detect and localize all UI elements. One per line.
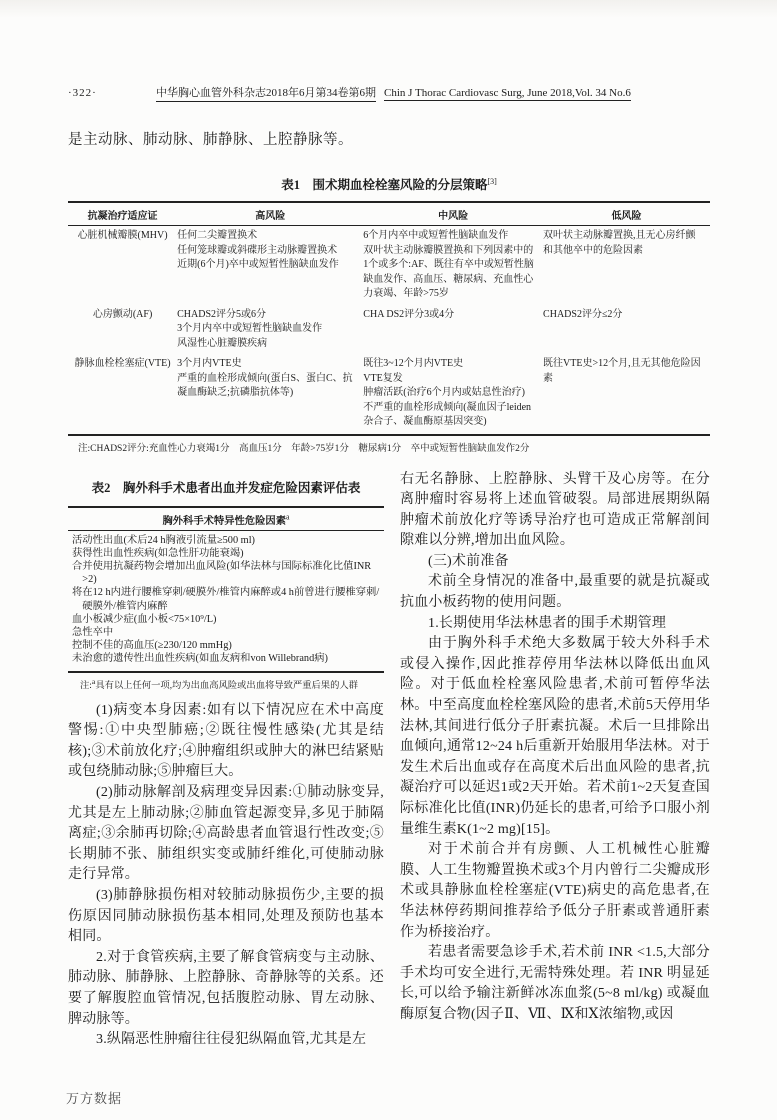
table1-cell-line: 任何二尖瓣置换术 bbox=[177, 230, 258, 241]
table2-risk-item: 获得性出血性疾病(如急性肝功能衰竭) bbox=[72, 547, 244, 559]
table1-row bbox=[68, 308, 710, 352]
table1-cell-line: 双叶状主动脉瓣置换,且无心房纤颤和其他卒中的危险因素 bbox=[543, 230, 696, 256]
table1-body bbox=[68, 226, 710, 434]
table2 bbox=[68, 506, 384, 673]
table1-col-high-risk: 高风险 bbox=[255, 211, 286, 222]
body-paragraph: 2.对于食管疾病,主要了解食管病变与主动脉、肺动脉、肺静脉、上腔静脉、奇静脉等的关系。还要了解腹腔血管情况,包括腹腔动脉、胃左动脉、脾动脉等。 bbox=[68, 949, 384, 1027]
table1-cell-line: 既往3~12个月内VTE史 bbox=[363, 358, 464, 369]
table1-cell-line: 3个月内卒中或短暂性脑缺血发作 bbox=[177, 323, 323, 334]
body-paragraph: 1.长期使用华法林患者的围手术期管理 bbox=[428, 615, 667, 631]
table2-note bbox=[68, 677, 384, 691]
table2-risk-item: 活动性出血(术后24 h胸液引流量≥500 ml) bbox=[72, 534, 255, 546]
table1-cell-line: 双叶状主动脉瓣膜置换和下列因素中的1个或多个:AF、既往有卒中或短暂性脑缺血发作、高血压、糖尿病、充血性心力衰竭、年龄>75岁 bbox=[363, 244, 534, 299]
table1-row bbox=[68, 229, 710, 302]
table1-col-low-risk: 低风险 bbox=[611, 211, 642, 222]
table1-title bbox=[68, 175, 710, 193]
table1-cell-high bbox=[177, 229, 363, 302]
table1-col-medium-risk: 中风险 bbox=[438, 211, 469, 222]
table1-cell-medium bbox=[363, 308, 543, 352]
page-content bbox=[68, 84, 710, 1051]
table1-cell-low bbox=[543, 357, 710, 430]
table2-note-prefix: 注: bbox=[80, 680, 92, 691]
table2-header-text: 胸外科手术特异性危险因素 bbox=[162, 515, 286, 527]
body-paragraph: 对于术前合并有房颤、人工机械性心脏瓣膜、人工生物瓣置换术或3个月内曾行二尖瓣成形术或具静脉血栓栓塞症(VTE)病史的高危患者,在华法林停药期间推荐给予低分子肝素或普通肝素作为桥接治疗。 bbox=[400, 842, 710, 940]
body-paragraph: 若患者需要急诊手术,若术前 INR <1.5,大部分手术均可安全进行,无需特殊处理。若 INR 明显延长,可以给予输注新鲜冰冻血浆(5~8 ml/kg) 或凝血酶原复合物(因子Ⅱ、Ⅶ、Ⅸ和Ⅹ浓缩物,或因 bbox=[400, 945, 710, 1022]
table1-cell-indication bbox=[68, 229, 177, 302]
table1-cell-high bbox=[177, 308, 363, 352]
table1-cell-line: 肿瘤活跃(治疗6个月内或姑息性治疗) bbox=[363, 387, 525, 398]
right-column bbox=[400, 470, 710, 1051]
table1-cell-line: 既往VTE史>12个月,且无其他危险因素 bbox=[543, 358, 701, 384]
table1-cell-line: 心房颤动(AF) bbox=[92, 308, 153, 320]
table2-item-list bbox=[68, 531, 384, 671]
left-column-paragraphs bbox=[68, 701, 384, 1051]
table1-cell-indication bbox=[68, 308, 177, 352]
table1-col-indication: 抗凝治疗适应证 bbox=[87, 211, 158, 222]
table1-cell-line: 严重的血栓形成倾向(蛋白S、蛋白C、抗凝血酶缺乏;抗磷脂抗体等) bbox=[177, 372, 353, 398]
table1-cell-line: 心脏机械瓣膜(MHV) bbox=[77, 230, 168, 241]
table2-risk-item: 将在12 h内进行腰椎穿刺/硬膜外/椎管内麻醉或4 h前曾进行腰椎穿刺/硬膜外/椎管内麻醉 bbox=[72, 587, 380, 612]
table1-cell-line: 静脉血栓栓塞症(VTE) bbox=[74, 358, 171, 369]
table1-cell-line: 6个月内卒中或短暂性脑缺血发作 bbox=[363, 230, 509, 241]
body-paragraph: (2)肺动脉解剖及病理变异因素:①肺动脉变异,尤其是左上肺动脉;②肺血管起源变异,多见于肺隔离症;③余肺再切除;④高龄患者血管退行性改变;⑤长期肺不张、肺组织实变或肺纤维化,可使肺动脉走行异常。 bbox=[68, 785, 384, 883]
table1-cell-line: 不严重的血栓形成倾向(凝血因子leiden杂合子、凝血酶原基因突变) bbox=[363, 401, 532, 427]
page-header bbox=[68, 84, 710, 102]
right-column-paragraphs bbox=[400, 470, 710, 1026]
table2-risk-item: 合并使用抗凝药物会增加出血风险(如华法林与国际标准化比值INR >2) bbox=[72, 560, 372, 586]
table2-risk-item: 急性卒中 bbox=[72, 626, 114, 638]
wanfang-watermark: 万方数据 bbox=[66, 1091, 123, 1106]
table2-title: 表2 胸外科手术患者出血并发症危险因素评估表 bbox=[91, 480, 361, 495]
table2-risk-item: 未治愈的遗传性出血性疾病(如血友病和von Willebrand病) bbox=[72, 653, 328, 665]
body-paragraph: 右无名静脉、上腔静脉、头臂干及心房等。在分离肿瘤时容易将上述血管破裂。局部进展期纵隔肿瘤术前放化疗等诱导治疗也可造成正常解剖间隙难以分辨,增加出血风险。 bbox=[400, 471, 710, 549]
journal-title-en: Chin J Thorac Cardiovasc Surg, June 2018,Vol. 34 No.6 bbox=[384, 87, 631, 99]
table1-header-row bbox=[68, 203, 710, 226]
table1-cell-line: VTE复发 bbox=[363, 372, 403, 384]
table1-cell-line: 任何笼球瓣或斜碟形主动脉瓣置换术 bbox=[177, 244, 338, 256]
table1-note: 注:CHADS2评分:充血性心力衰竭1分 高血压1分 年龄>75岁1分 糖尿病1分 卒中或短暂性脑缺血发作2分 bbox=[78, 443, 530, 454]
two-column-body bbox=[68, 470, 710, 1051]
table1-cell-medium bbox=[363, 229, 543, 302]
table1-cell-line: 风湿性心脏瓣膜疾病 bbox=[177, 337, 268, 349]
table1-cell-low bbox=[543, 308, 710, 352]
table1-title-citation: [3] bbox=[487, 176, 497, 186]
body-paragraph: (1)病变本身因素:如有以下情况应在术中高度警惕:①中央型肺癌;②既往慢性感染(尤其是结核);③术前放化疗;④肿瘤组织或肿大的淋巴结紧贴或包绕肺动脉;⑤肿瘤巨大。 bbox=[68, 702, 384, 780]
table2-header-footnote-mark: a bbox=[286, 512, 290, 522]
table1-cell-indication bbox=[68, 357, 177, 430]
table1-cell-line: CHADS2评分≤2分 bbox=[543, 308, 623, 320]
body-paragraph: 3.纵隔恶性肿瘤往往侵犯纵隔血管,尤其是左 bbox=[96, 1032, 367, 1048]
left-column bbox=[68, 470, 384, 1051]
body-paragraph: (三)术前准备 bbox=[428, 553, 509, 569]
table1-cell-line: CHA DS2评分3或4分 bbox=[363, 308, 455, 320]
table1-cell-line: CHADS2评分5或6分 bbox=[177, 308, 267, 320]
table1-cell-line: 3个月内VTE史 bbox=[177, 358, 242, 369]
body-paragraph: 术前全身情况的准备中,最重要的就是抗凝或抗血小板药物的使用问题。 bbox=[400, 574, 710, 611]
table2-header bbox=[68, 508, 384, 531]
table2-note-text: 具有以上任何一项,均为出血高风险或出血将导致严重后果的人群 bbox=[95, 680, 358, 691]
table2-note-footnote-mark: a bbox=[91, 676, 96, 686]
table1-cell-line: 近期(6个月)卒中或短暂性脑缺血发作 bbox=[177, 259, 339, 270]
table1-cell-medium bbox=[363, 357, 543, 430]
table1 bbox=[68, 201, 710, 436]
intro-line: 是主动脉、肺动脉、肺静脉、上腔静脉等。 bbox=[68, 132, 353, 148]
table1-title-text: 表1 围术期血栓栓塞风险的分层策略 bbox=[281, 178, 488, 192]
table2-risk-item: 控制不佳的高血压(≥230/120 mmHg) bbox=[72, 640, 232, 652]
table1-cell-low bbox=[543, 229, 710, 302]
table1-row bbox=[68, 357, 710, 430]
body-paragraph: 由于胸外科手术绝大多数属于较大外科手术或侵入操作,因此推荐停用华法林以降低出血风险。对于低血栓栓塞风险患者,术前可暂停华法林。中至高度血栓栓塞风险的患者,术前5天停用华法林,其间进行低分子肝素抗凝。术后一旦排除出血倾向,通常12~24 h后重新开始服用华法林。对于发生术后出血或存在高度术后出血风险的患者,抗凝治疗可以延迟1或2天开始。若术前1~2天复查国际标准化比值(INR)仍延长的患者,可给予口服小剂量维生素K(1~2 mg)[15]。 bbox=[400, 636, 710, 837]
body-paragraph: (3)肺静脉损伤相对较肺动脉损伤少,主要的损伤原因同肺动脉损伤基本相同,处理及预防也基本相同。 bbox=[68, 887, 384, 945]
table1-cell-high bbox=[177, 357, 363, 430]
page-number: ·322· bbox=[68, 87, 97, 99]
journal-title-cn: 中华胸心血管外科杂志2018年6月第34卷第6期 bbox=[156, 84, 376, 102]
table2-risk-item: 血小板减少症(血小板<75×10⁹/L) bbox=[72, 613, 217, 625]
